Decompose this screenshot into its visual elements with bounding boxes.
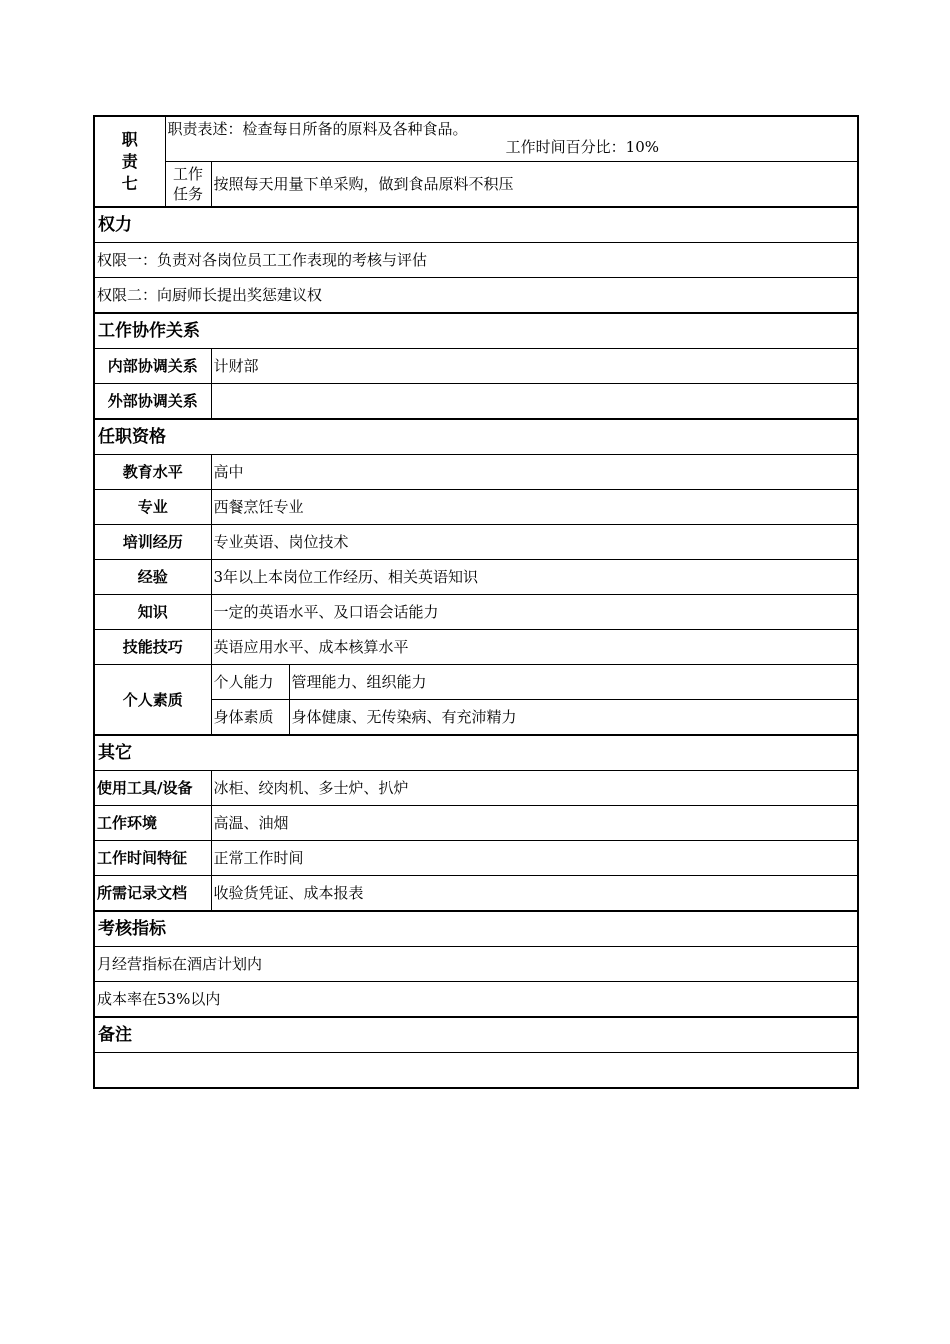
duty-task-label-line-1: 工作	[172, 164, 203, 183]
duty-label	[94, 116, 165, 207]
duty-task-label-line-2: 任务	[172, 184, 203, 203]
qualification-title: 任职资格	[94, 419, 858, 455]
duty-task-label	[165, 161, 211, 207]
duty-label-char-3: 七	[121, 173, 138, 193]
assessment-item-2: 成本率在53%以内	[94, 982, 858, 1018]
others-title: 其它	[94, 735, 858, 771]
physical-quality-label: 身体素质	[211, 700, 289, 736]
qualification-value-experience: 3年以上本岗位工作经历、相关英语知识	[211, 560, 858, 595]
physical-quality-value: 身体健康、无传染病、有充沛精力	[289, 700, 858, 736]
others-value-work-time: 正常工作时间	[211, 841, 858, 876]
job-description-table	[93, 115, 859, 1089]
personal-ability-label: 个人能力	[211, 665, 289, 700]
others-value-tools: 冰柜、绞肉机、多士炉、扒炉	[211, 771, 858, 806]
external-coordination-label: 外部协调关系	[94, 384, 211, 420]
authority-title: 权力	[94, 207, 858, 243]
others-value-environment: 高温、油烟	[211, 806, 858, 841]
cooperation-title: 工作协作关系	[94, 313, 858, 349]
others-value-records: 收验货凭证、成本报表	[211, 876, 858, 912]
authority-item-2: 权限二：向厨师长提出奖惩建议权	[94, 278, 858, 314]
duty-time-percent: 工作时间百分比：10%	[505, 138, 659, 156]
qualification-value-skills: 英语应用水平、成本核算水平	[211, 630, 858, 665]
internal-coordination-value: 计财部	[211, 349, 858, 384]
others-label-environment: 工作环境	[94, 806, 211, 841]
assessment-item-1: 月经营指标在酒店计划内	[94, 947, 858, 982]
duty-label-char-1: 职	[121, 129, 138, 149]
duty-description-cell	[165, 116, 858, 161]
qualification-value-knowledge: 一定的英语水平、及口语会话能力	[211, 595, 858, 630]
duty-task: 按照每天用量下单采购，做到食品原料不积压	[211, 161, 858, 207]
job-description-sheet	[93, 115, 857, 1089]
qualification-value-education: 高中	[211, 455, 858, 490]
assessment-title: 考核指标	[94, 911, 858, 947]
others-label-tools: 使用工具/设备	[94, 771, 211, 806]
duty-description: 职责表述：检查每日所备的原料及各种食品。	[167, 120, 468, 138]
qualification-label-experience: 经验	[94, 560, 211, 595]
qualification-label-training: 培训经历	[94, 525, 211, 560]
qualification-label-education: 教育水平	[94, 455, 211, 490]
qualification-label-skills: 技能技巧	[94, 630, 211, 665]
personal-quality-label: 个人素质	[94, 665, 211, 736]
qualification-label-knowledge: 知识	[94, 595, 211, 630]
qualification-value-major: 西餐烹饪专业	[211, 490, 858, 525]
external-coordination-value	[211, 384, 858, 420]
authority-item-1: 权限一：负责对各岗位员工工作表现的考核与评估	[94, 243, 858, 278]
others-label-work-time: 工作时间特征	[94, 841, 211, 876]
qualification-value-training: 专业英语、岗位技术	[211, 525, 858, 560]
others-label-records: 所需记录文档	[94, 876, 211, 912]
remarks-title: 备注	[94, 1017, 858, 1053]
personal-ability-value: 管理能力、组织能力	[289, 665, 858, 700]
internal-coordination-label: 内部协调关系	[94, 349, 211, 384]
remarks-value	[94, 1053, 858, 1089]
duty-label-char-2: 责	[121, 151, 138, 171]
qualification-label-major: 专业	[94, 490, 211, 525]
